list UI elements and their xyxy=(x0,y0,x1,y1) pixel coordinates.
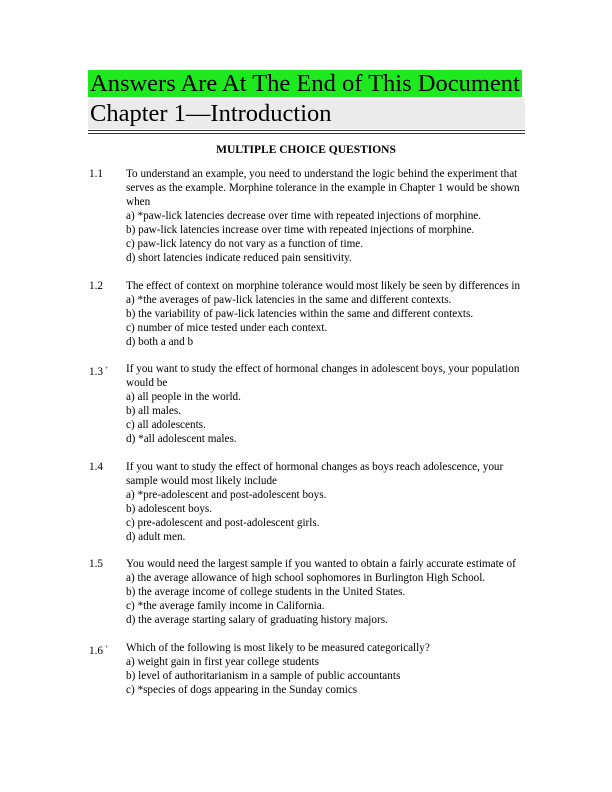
question-body xyxy=(126,460,529,544)
question-number xyxy=(89,279,103,293)
question-item xyxy=(89,460,529,544)
question-body xyxy=(126,362,529,446)
question-item xyxy=(89,557,529,627)
question-number xyxy=(89,460,103,474)
answer-option: d) both a and b xyxy=(126,335,194,348)
header-rule-thick xyxy=(88,130,525,131)
question-mark: + xyxy=(104,644,109,651)
answer-option: b) the average income of college students in the United States. xyxy=(126,586,406,598)
question-mark: + xyxy=(104,366,109,372)
answer-option: a) *the averages of paw-lick latencies in the same and different contexts. xyxy=(126,293,452,306)
answers-banner: Answers Are At The End of This Document xyxy=(90,70,520,97)
answer-option: a) the average allowance of high school sophomores in Burlington High School. xyxy=(126,572,486,584)
answer-option: b) paw-lick latencies increase over time with repeated injections of morphine. xyxy=(126,224,475,236)
section-title: MULTIPLE CHOICE QUESTIONS xyxy=(216,144,396,156)
question-list xyxy=(89,167,529,710)
answer-option: a) weight gain in first year college students xyxy=(126,655,319,668)
answer-option: c) *species of dogs appearing in the Sunday comics xyxy=(126,683,358,696)
answer-option: b) adolescent boys. xyxy=(126,502,213,515)
answer-option: c) *the average family income in California. xyxy=(126,600,325,612)
question-number-text: 1.5 xyxy=(89,558,103,570)
question-number-text: 1.6 xyxy=(89,644,103,657)
question-number xyxy=(89,557,103,571)
answer-option: a) all people in the world. xyxy=(126,391,241,403)
answer-option: b) the variability of paw-lick latencies within the same and different contexts. xyxy=(126,307,474,320)
question-stem: Which of the following is most likely to be measured categorically? xyxy=(126,641,430,654)
question-number xyxy=(89,362,108,379)
question-item xyxy=(89,167,529,265)
page-header xyxy=(88,70,525,134)
question-stem: The effect of context on morphine tolerance would most likely be seen by differences in xyxy=(126,279,521,292)
question-stem: If you want to study the effect of hormonal changes as boys reach adolescence, your sample would most likely include xyxy=(126,460,504,487)
question-number xyxy=(89,641,108,658)
question-number xyxy=(89,167,103,181)
answer-option: c) number of mice tested under each context. xyxy=(126,321,328,334)
answer-option: b) level of authoritarianism in a sample of public accountants xyxy=(126,669,401,682)
question-body xyxy=(126,167,529,265)
question-item xyxy=(89,362,529,446)
answer-option: c) pre-adolescent and post-adolescent girls. xyxy=(126,516,320,529)
chapter-title-bar xyxy=(88,99,525,129)
question-number-text: 1.1 xyxy=(89,168,103,180)
question-stem: To understand an example, you need to understand the logic behind the experiment that serves as the example. Morphine tolerance in the example in Chapter 1 would be shown when xyxy=(126,168,520,208)
header-rule-thin xyxy=(88,133,525,134)
answer-option: d) *all adolescent males. xyxy=(126,433,237,445)
answer-option: d) adult men. xyxy=(126,530,186,543)
chapter-title: Chapter 1—Introduction xyxy=(90,100,332,127)
question-number-text: 1.3 xyxy=(89,366,103,378)
question-stem: You would need the largest sample if you wanted to obtain a fairly accurate estimate of xyxy=(126,558,516,570)
question-body xyxy=(126,557,529,627)
answer-option: d) short latencies indicate reduced pain sensitivity. xyxy=(126,252,352,264)
answer-option: a) *pre-adolescent and post-adolescent boys. xyxy=(126,488,327,501)
answer-option: b) all males. xyxy=(126,405,181,417)
answer-option: a) *paw-lick latencies decrease over time with repeated injections of morphine. xyxy=(126,210,482,222)
question-number-text: 1.4 xyxy=(89,460,103,473)
question-stem: If you want to study the effect of hormonal changes in adolescent boys, your population would be xyxy=(126,363,520,389)
question-item xyxy=(89,279,529,349)
answer-option: d) the average starting salary of graduating history majors. xyxy=(126,614,388,626)
answer-option: c) all adolescents. xyxy=(126,419,206,431)
question-body xyxy=(126,641,529,697)
question-item xyxy=(89,641,529,697)
question-body xyxy=(126,279,529,349)
question-number-text: 1.2 xyxy=(89,279,103,292)
answer-option: c) paw-lick latency do not vary as a function of time. xyxy=(126,238,364,250)
